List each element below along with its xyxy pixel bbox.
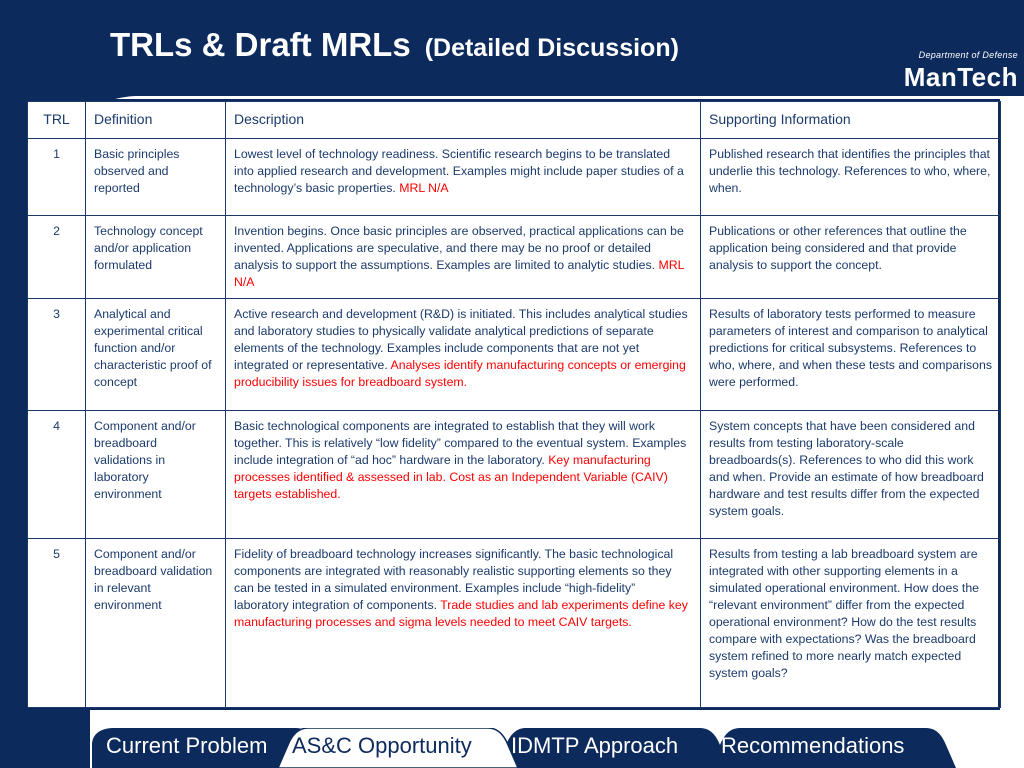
cell-description (226, 411, 701, 539)
cell-definition: Basic principles observed and reported (86, 139, 226, 216)
tab-current-problem[interactable]: Current Problem (106, 733, 268, 758)
table-row (28, 299, 1001, 411)
cell-description (226, 216, 701, 299)
cell-supporting: Published research that identifies the principles that underlie this technology. References to who, where, when. (701, 139, 1001, 216)
cell-definition: Technology concept and/or application formulated (86, 216, 226, 299)
description-text: Invention begins. Once basic principles are observed, practical applications can be invented. Applications are speculative, and there may be no proof or detailed analysis to support the assumptions. Examples are limited to analytic studies. (234, 224, 684, 272)
header-trl: TRL (28, 102, 86, 139)
cell-definition: Component and/or breadboard validation in relevant environment (86, 539, 226, 708)
cell-description (226, 539, 701, 708)
trl-table-container (25, 99, 1000, 710)
title-sub: (Detailed Discussion) (424, 34, 679, 62)
logo-department: Department of Defense (918, 50, 1018, 60)
mrl-text: Analyses identify manufacturing concepts or emerging producibility issues for breadboard system. (234, 358, 686, 389)
mrl-text: Trade studies and lab experiments define key manufacturing processes and sigma levels needed to meet CAIV targets. (234, 598, 688, 629)
mrl-text: Key manufacturing processes identified & assessed in lab. Cost as an Independent Variable (CAIV) targets established. (234, 453, 668, 501)
cell-definition: Analytical and experimental critical function and/or characteristic proof of concept (86, 299, 226, 411)
cell-trl: 3 (28, 299, 86, 411)
table-row (28, 539, 1001, 708)
header-supporting-information: Supporting Information (701, 102, 1001, 139)
logo-brand: ManTech (903, 62, 1018, 92)
cell-trl: 4 (28, 411, 86, 539)
tab-idmtp-approach[interactable]: IDMTP Approach (511, 733, 679, 758)
cell-definition: Component and/or breadboard validations in laboratory environment (86, 411, 226, 539)
tab-asc-opportunity[interactable]: AS&C Opportunity (292, 733, 472, 758)
title-main: TRLs & Draft MRLs (110, 26, 411, 63)
cell-supporting: Results of laboratory tests performed to measure parameters of interest and comparison to analytical predictions for critical subsystems. References to who, where, and when these tests and comparisons were performed. (701, 299, 1001, 411)
trl-table (27, 101, 1001, 708)
cell-description (226, 139, 701, 216)
mrl-text: MRL N/A (234, 258, 684, 289)
header-definition: Definition (86, 102, 226, 139)
mantech-logo (904, 50, 1018, 93)
description-text: Fidelity of breadboard technology increases significantly. The basic technological components are integrated with reasonably realistic supporting elements so they can be tested in a simulated environment. Examples include “high-fidelity” laboratory integration of components. (234, 547, 674, 612)
description-text: Basic technological components are integrated to establish that they will work together. This is relatively “low fidelity” compared to the eventual system. Examples include integration of “ad hoc” hardware in the laboratory. (234, 419, 687, 467)
mrl-text: MRL N/A (399, 181, 449, 195)
table-row (28, 216, 1001, 299)
slide-title (110, 26, 679, 64)
table-header-row (28, 102, 1001, 139)
tab-recommendations[interactable]: Recommendations (721, 733, 905, 758)
cell-description (226, 299, 701, 411)
cell-supporting: Results from testing a lab breadboard system are integrated with other supporting elements in a simulated operational environment. How does the “relevant environment” differ from the expected operational environment? How do the test results compare with expectations? Was the breadboard system refined to more nearly match expected system goals? (701, 539, 1001, 708)
description-text: Active research and development (R&D) is initiated. This includes analytical studies and laboratory studies to physically validate analytical predictions of separate elements of the technology. Examples include components that are not yet integrated or representative. (234, 307, 688, 372)
cell-trl: 2 (28, 216, 86, 299)
cell-trl: 1 (28, 139, 86, 216)
header-description: Description (226, 102, 701, 139)
table-row (28, 139, 1001, 216)
cell-supporting: System concepts that have been considered and results from testing laboratory-scale breadboards(s). References to who did this work and when. Provide an estimate of how breadboard hardware and test results differ from the expected system goals. (701, 411, 1001, 539)
description-text: Lowest level of technology readiness. Scientific research begins to be translated into applied research and development. Examples might include paper studies of a technology’s basic properties. (234, 147, 684, 195)
table-row (28, 411, 1001, 539)
cell-supporting: Publications or other references that outline the application being considered and that provide analysis to support the concept. (701, 216, 1001, 299)
cell-trl: 5 (28, 539, 86, 708)
